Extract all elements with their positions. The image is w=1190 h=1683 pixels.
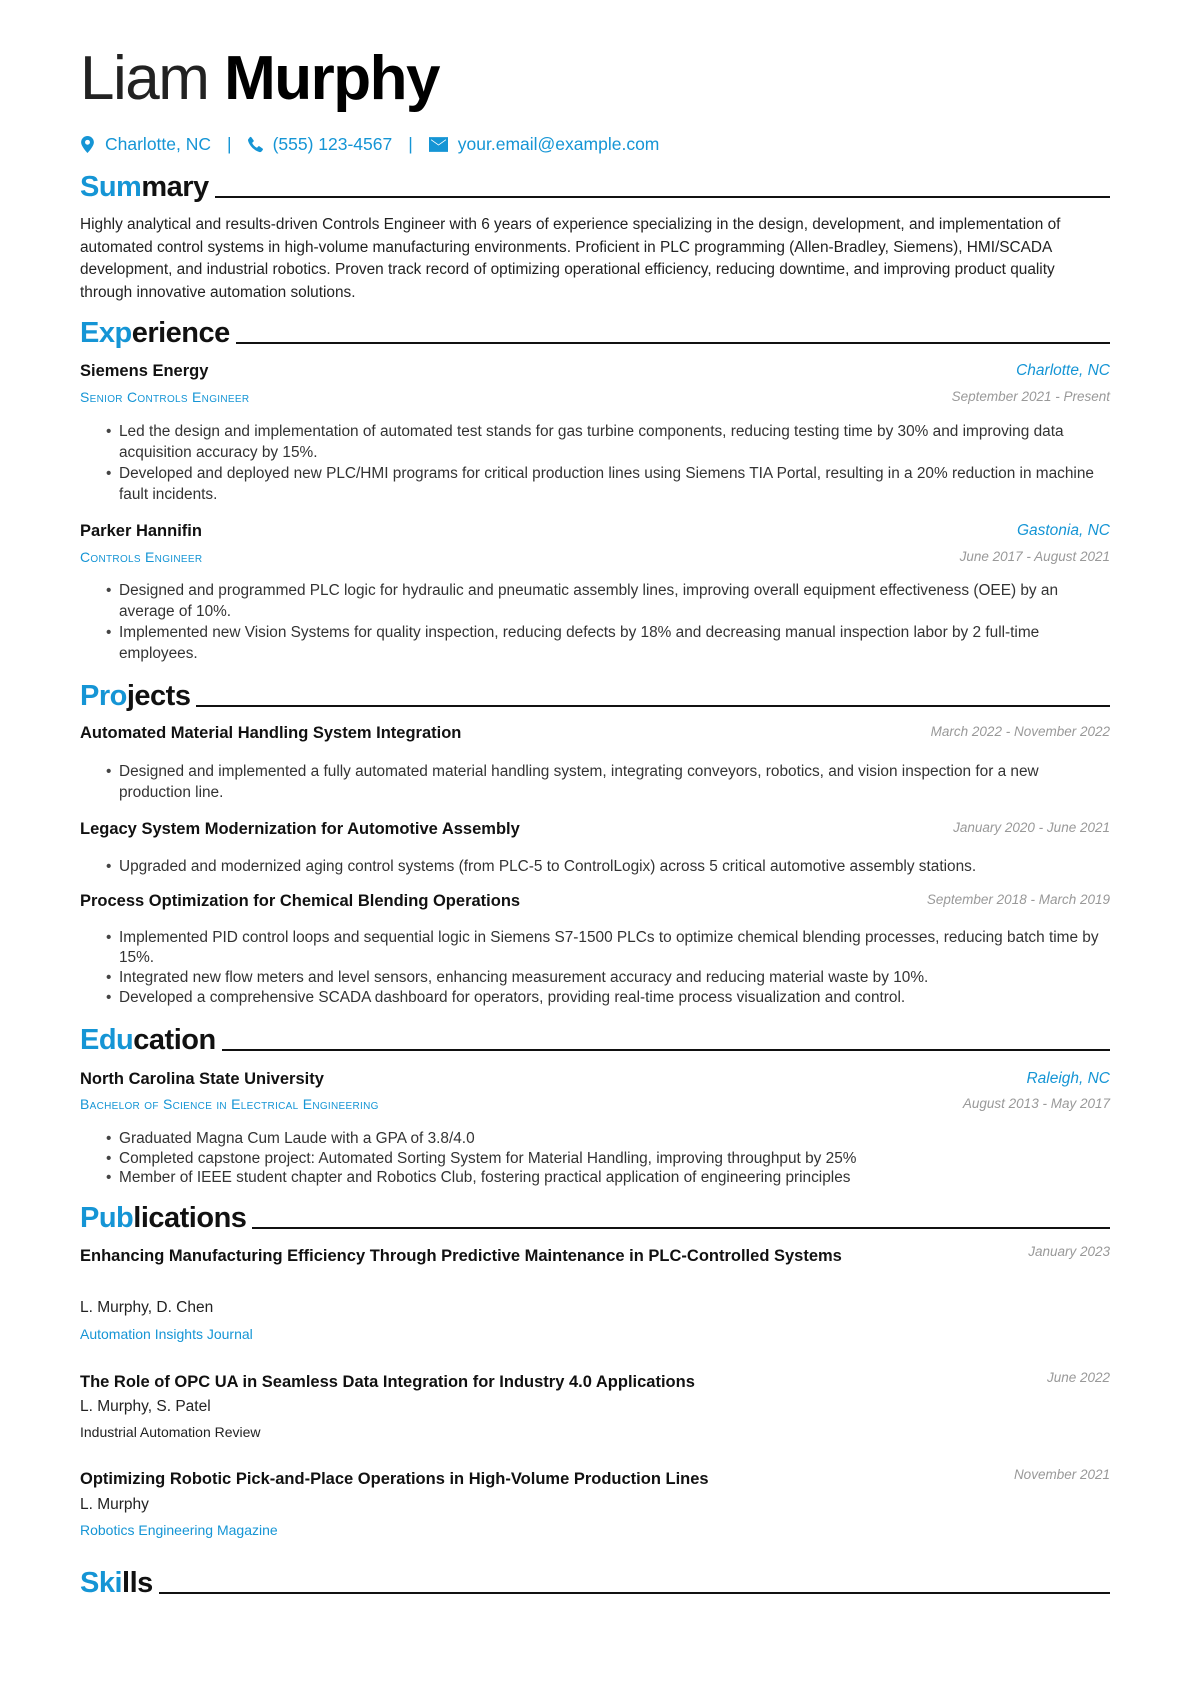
divider [159,1592,1110,1594]
section-heading-publications: Publications [80,1201,1110,1235]
project-bullets [106,928,1106,1008]
divider [196,705,1110,707]
publication-authors: L. Murphy, S. Patel [80,1398,211,1415]
divider [215,196,1110,198]
candidate-name: Liam Murphy [80,44,439,113]
job-bullets [106,421,1106,505]
job-subheader: Controls Engineer June 2017 - August 2021 [80,549,1110,565]
summary-text: Highly analytical and results-driven Controls Engineer with 6 years of experience specializing in the design, development, and implementation of automated control systems in high-volume manufacturing environments. Proficient in PLC programming (Allen-Bradley, Siemens), HMI/SCADA development, and industrial robotics. Proven track record of optimizing operational efficiency, reducing downtime, and improving product quality through innovative automation solutions. [80,216,1061,301]
section-heading-projects: Projects [80,679,1110,713]
publication-header: The Role of OPC UA in Seamless Data Integration for Industry 4.0 Applications June 2022 [80,1370,1110,1391]
location-pin-icon [80,136,95,153]
section-heading-skills: Skills [80,1566,1110,1600]
education-bullets [106,1129,1106,1188]
list-item: • Completed capstone project: Automated Sorting System for Material Handling, improving throughput by 25% [106,1149,1106,1169]
list-item: • Led the design and implementation of automated test stands for gas turbine components, reducing testing time by 30% and improving data acquisition accuracy by 15%. [106,421,1106,463]
section-heading-experience: Experience [80,316,1110,350]
envelope-icon [429,136,448,153]
job-header: Parker Hannifin Gastonia, NC [80,522,1110,540]
project-header: Automated Material Handling System Integration March 2022 - November 2022 [80,724,1110,742]
project-bullets [106,761,1106,803]
divider [252,1227,1110,1229]
section-heading-education: Education [80,1023,1110,1057]
education-subheader: Bachelor of Science in Electrical Engineering August 2013 - May 2017 [80,1096,1110,1112]
publication-journal[interactable]: Robotics Engineering Magazine [80,1522,278,1538]
list-item: • Upgraded and modernized aging control systems (from PLC-5 to ControlLogix) across 5 critical automotive assembly stations. [106,856,1106,877]
publication-authors: L. Murphy, D. Chen [80,1299,214,1316]
list-item: • Integrated new flow meters and level sensors, enhancing measurement accuracy and reducing material waste by 10%. [106,968,1106,988]
list-item: • Member of IEEE student chapter and Robotics Club, fostering practical application of engineering principles [106,1168,1106,1188]
contact-bar [80,134,659,155]
publication-header: Enhancing Manufacturing Efficiency Through Predictive Maintenance in PLC-Controlled Systems January 2023 [80,1244,1110,1265]
job-subheader: Senior Controls Engineer September 2021 - Present [80,389,1110,405]
separator: | [408,134,413,154]
list-item: • Implemented PID control loops and sequential logic in Siemens S7-1500 PLCs to optimize chemical blending processes, reducing batch time by 15%. [106,928,1106,968]
divider [222,1049,1110,1051]
job-header: Siemens Energy Charlotte, NC [80,362,1110,380]
list-item: • Designed and programmed PLC logic for hydraulic and pneumatic assembly lines, improving overall equipment effectiveness (OEE) by an average of 10%. [106,580,1106,622]
section-heading-summary: Summary [80,170,1110,204]
publication-journal[interactable]: Automation Insights Journal [80,1326,253,1342]
list-item: • Designed and implemented a fully automated material handling system, integrating conveyors, robotics, and vision inspection for a new production line. [106,761,1106,803]
list-item: • Developed a comprehensive SCADA dashboard for operators, providing real-time process visualization and control. [106,988,1106,1008]
list-item: • Graduated Magna Cum Laude with a GPA of 3.8/4.0 [106,1129,1106,1149]
divider [236,342,1110,344]
publication-header: Optimizing Robotic Pick-and-Place Operations in High-Volume Production Lines November 2021 [80,1467,1110,1488]
phone-icon [248,136,263,153]
publication-journal: Industrial Automation Review [80,1424,261,1440]
phone-link[interactable]: (555) 123-4567 [272,134,393,154]
education-header: North Carolina State University Raleigh, NC [80,1070,1110,1088]
email-link[interactable]: your.email@example.com [457,134,660,154]
project-bullets [106,856,1106,877]
project-header: Process Optimization for Chemical Blending Operations September 2018 - March 2019 [80,892,1110,910]
separator: | [227,134,232,154]
location-text: Charlotte, NC [105,134,212,154]
job-bullets [106,580,1106,664]
list-item: • Implemented new Vision Systems for quality inspection, reducing defects by 18% and decreasing manual inspection labor by 2 full-time employees. [106,622,1106,664]
project-header: Legacy System Modernization for Automotive Assembly January 2020 - June 2021 [80,820,1110,838]
publication-authors: L. Murphy [80,1496,149,1513]
list-item: • Developed and deployed new PLC/HMI programs for critical production lines using Siemens TIA Portal, resulting in a 20% reduction in machine fault incidents. [106,463,1106,505]
